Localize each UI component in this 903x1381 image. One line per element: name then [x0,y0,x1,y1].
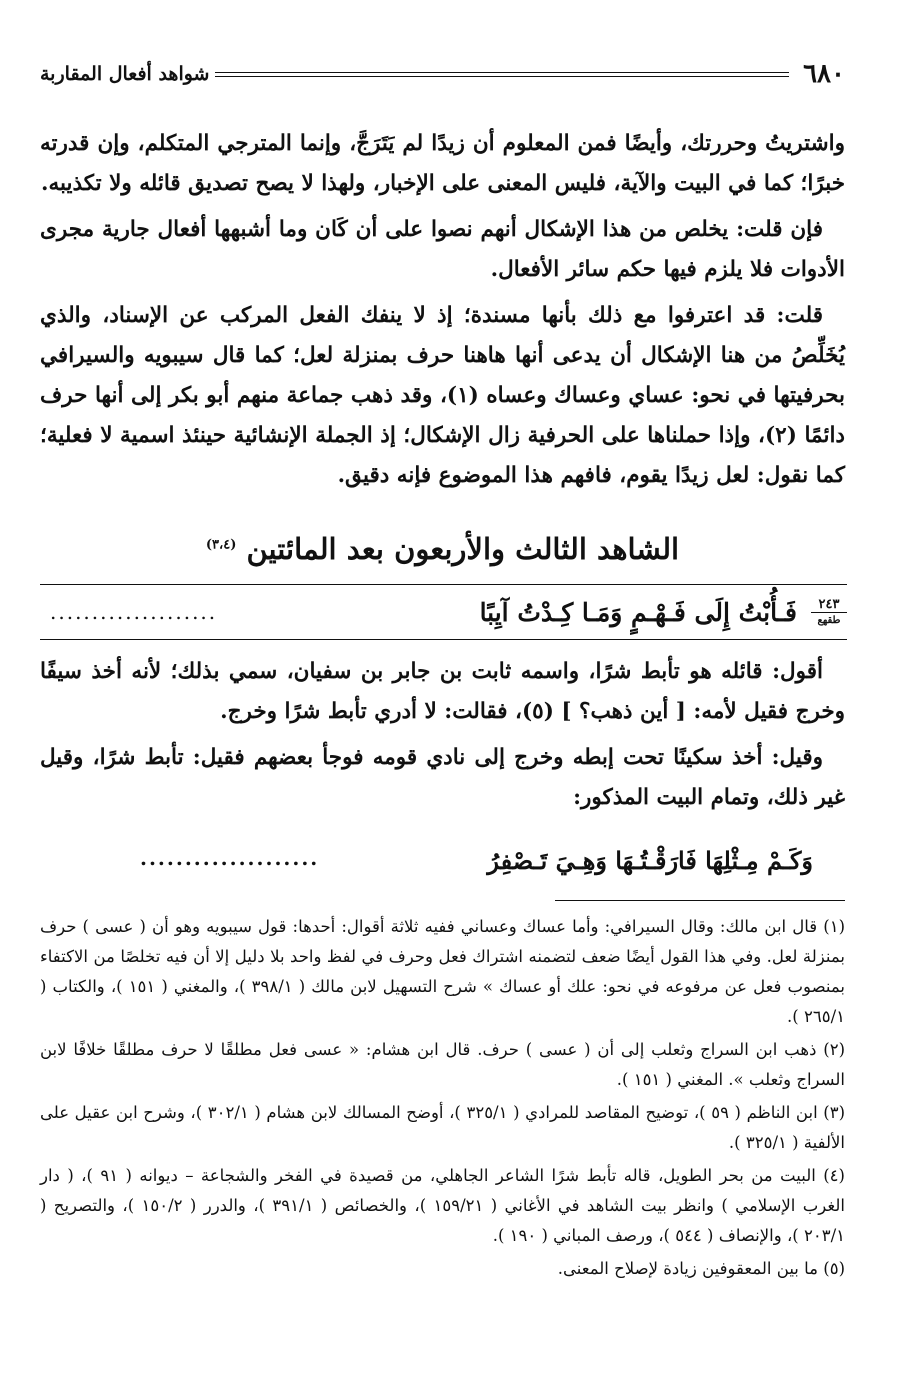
witness-heading [40,532,845,566]
footnotes [40,912,845,1287]
paragraph-3-text: قد اعترفوا مع ذلك بأنها مسندة؛ إذ لا ينفك الفعل المركب عن الإسناد، والذي يُخَلِّصُ من هنا الإشكال أن يدعى أنها هاهنا حرف بمنزلة لعل؛ كما قال سيبويه والسيرافي بحرفيتها في نحو: عساي وعساك وعساه (١)، وقد ذهب جماعة منهم أبو بكر إلى أنها حرف دائمًا (٢)، وإذا حملناها على الحرفية زال الإشكال؛ إذ الجملة الإنشائية حينئذ اسمية لا فعلية؛ كما نقول: لعل زيدًا يقوم، فافهم هذا الموضوع فإنه دقيق. [40,303,845,488]
header-rule [215,72,789,77]
verse-box [40,584,847,640]
verse-dots: .................... [50,600,218,624]
verse-number: ٢٤٣ [818,596,840,612]
footnote-2: (٢) ذهب ابن السراج وثعلب إلى أن ( عسى ) حرف. قال ابن هشام: « عسى فعل مطلقًا لا حرف مطلقًا خلافًا لابن السراج وثعلب ». المغني ( ١٥١ ). [40,1040,845,1089]
verse-first-hemistich: فَـأُبْتُ إِلَى فَـهْـمٍ وَمَـا كِـدْتُ آيِبًا [479,597,797,627]
main-text [40,124,845,502]
paragraph-1: واشتريتُ وحررتك، وأيضًا فمن المعلوم أن زيدًا لم يَتَرَجَّ، وإنما المترجي المتكلم، وإن قدرته خبرًا؛ كما في البيت والآية، فليس المعنى على الإخبار، ولهذا لا يصح تصديق قائله ولا تكذيبه. [40,131,845,196]
footnote-1: (١) قال ابن مالك: وقال السيرافي: وأما عساك وعساني ففيه ثلاثة أقوال: أحدها: قول سيبويه وهو أن ( عسى ) حرف بمنزلة لعل. وفي هذا القول أيضًا ضعف لتضمنه اشتراك فعل وحرف في لفظ واحد بلا دليل إلا أن فيه تخلصًا من الاكتفاء بمنصوب فعل عن مرفوعه في نحو: علك أو عساك » شرح التسهيل لابن مالك ( ٣٩٨/١ )، والمغني ( ١٥١ )، والكتاب ( ٢٦٥/١ ). [40,917,845,1026]
page-number: ٦٨٠ [803,59,845,89]
verse-second-line [130,846,813,875]
commentary-paragraph-1-text: قائله هو تأبط شرًا، واسمه ثابت بن جابر بن سفيان، سمي بذلك؛ لأنه أخذ سيفًا وخرج فقيل لأمه: [ أين ذهب؟ ] (٥)، فقالت: لا أدري تأبط شرًا وخرج. [40,659,845,724]
running-header [40,60,845,88]
commentary-lead: أقول: [772,659,823,684]
verse-second-hemistich: وَكَـمْ مِـثْلِهَا فَارَقْـتُـهَا وَهِـيَ تَـصْفِرُ [487,846,813,875]
verse-number-block [811,597,847,628]
paragraph-3-lead: قلت: [776,303,823,328]
footnote-5: (٥) ما بين المعقوفين زيادة لإصلاح المعنى. [557,1259,845,1278]
paragraph-2-text: يخلص من هذا الإشكال أنهم نصوا على أن كَان وما أشبهها أفعال جارية مجرى الأدوات فلا يلزم فيها حكم سائر الأفعال. [40,217,845,282]
witness-heading-text: الشاهد الثالث والأربعون بعد المائتين [246,532,680,566]
verse-second-dots: .................... [140,846,320,870]
witness-heading-note: (٣،٤) [205,537,237,553]
paragraph-3 [40,296,845,496]
paragraph-2-lead: فإن قلت: [736,217,823,242]
verse-meter: طقهع [811,612,847,628]
footnote-4: (٤) البيت من بحر الطويل، قاله تأبط شرًا الشاعر الجاهلي، من قصيدة في الفخر والشجاعة – ديوانه ( ٩١ )، ( دار الغرب الإسلامي ) وانظر بيت الشاهد في الأغاني ( ١٥٩/٢١ )، والخصائص ( ٣٩١/١ )، والدرر ( ١٥٠/٢ )، والتصريح ( ٢٠٣/١ )، والإنصاف ( ٥٤٤ )، ورصف المباني ( ١٩٠ ). [40,1166,845,1245]
commentary [40,652,845,824]
footnote-3: (٣) ابن الناظم ( ٥٩ )، توضيح المقاصد للمرادي ( ٣٢٥/١ )، أوضح المسالك لابن هشام ( ٣٠٢/١ )، وشرح ابن عقيل على الألفية ( ٣٢٥/١ ). [40,1103,846,1152]
paragraph-2 [40,210,845,290]
commentary-paragraph-2: وقيل: أخذ سكينًا تحت إبطه وخرج إلى نادي قومه فوجأ بعضهم فقيل: تأبط شرًا، وقيل غير ذلك، وتمام البيت المذكور: [40,745,845,810]
footnote-rule [555,900,845,901]
running-title: شواهد أفعال المقاربة [40,63,210,85]
commentary-paragraph-1 [40,652,845,732]
